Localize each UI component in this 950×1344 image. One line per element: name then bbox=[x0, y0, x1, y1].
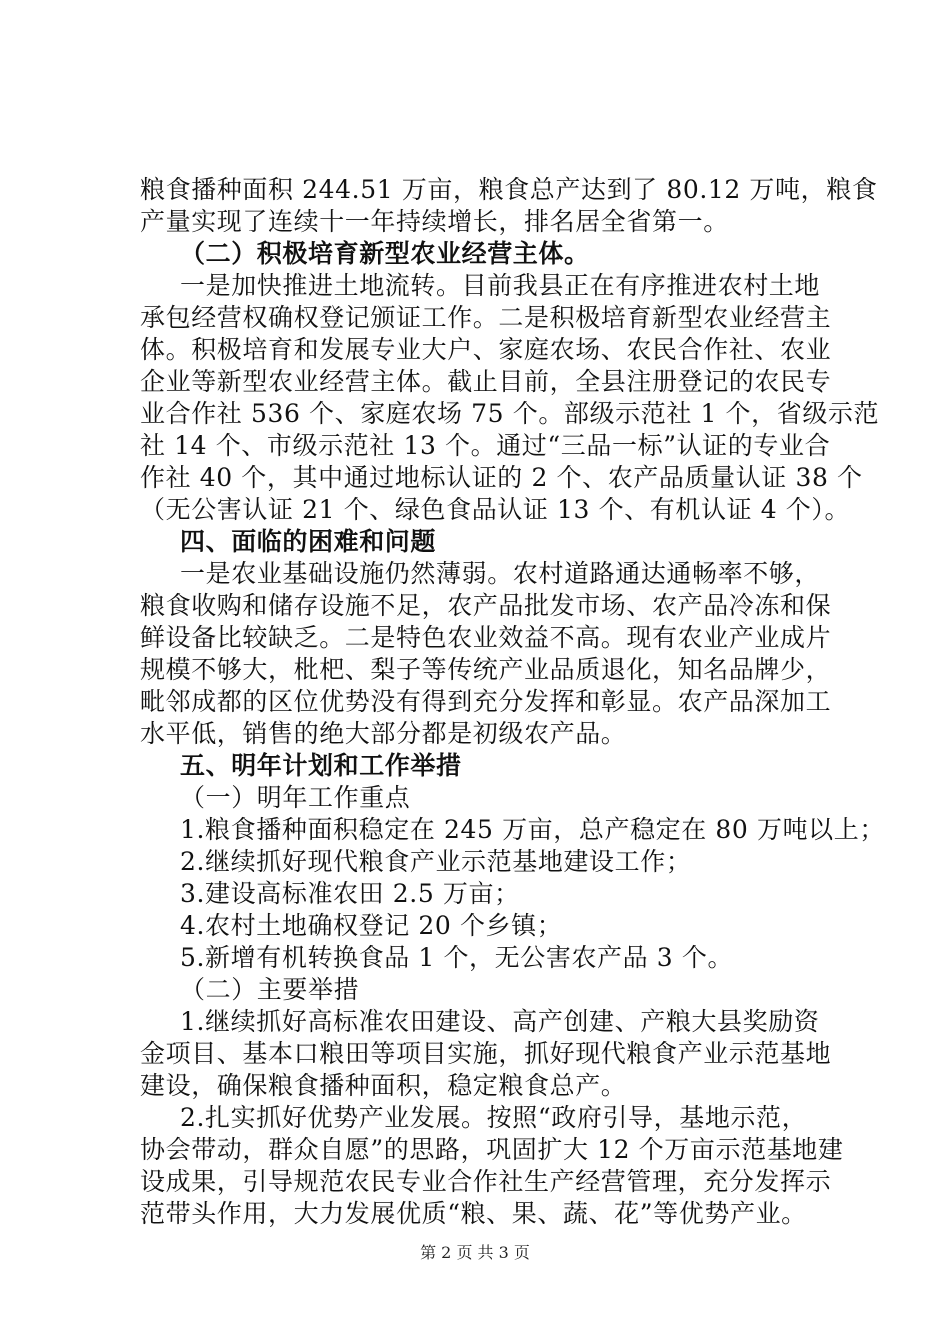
body-line: 规模不够大，枇杷、梨子等传统产业品质退化，知名品牌少， bbox=[140, 655, 832, 684]
body-line: 毗邻成都的区位优势没有得到充分发挥和彰显。农产品深加工 bbox=[140, 687, 832, 716]
document-body bbox=[140, 174, 885, 1230]
body-line: 一是农业基础设施仍然薄弱。农村道路通达通畅率不够， bbox=[180, 559, 821, 588]
body-line: 范带头作用，大力发展优质“粮、果、蔬、花”等优势产业。 bbox=[140, 1199, 807, 1228]
body-line: 1.继续抓好高标准农田建设、高产创建、产粮大县奖励资 bbox=[180, 1007, 820, 1036]
body-line: （无公害认证 21 个、绿色食品认证 13 个、有机认证 4 个）。 bbox=[140, 495, 851, 524]
body-line: 体。积极培育和发展专业大户、家庭农场、农民合作社、农业 bbox=[140, 335, 832, 364]
section-heading: （二）积极培育新型农业经营主体。 bbox=[180, 239, 590, 268]
body-line: 业合作社 536 个、家庭农场 75 个。部级示范社 1 个，省级示范 bbox=[140, 399, 880, 428]
page-number-label: 第 2 页 共 3 页 bbox=[420, 1243, 530, 1262]
body-line: 企业等新型农业经营主体。截止目前，全县注册登记的农民专 bbox=[140, 367, 832, 396]
list-item: 3.建设高标准农田 2.5 万亩； bbox=[180, 879, 520, 908]
body-line: 金项目、基本口粮田等项目实施，抓好现代粮食产业示范基地 bbox=[140, 1039, 832, 1068]
body-line: 社 14 个、市级示范社 13 个。通过“三品一标”认证的专业合 bbox=[140, 431, 831, 460]
body-line: 承包经营权确权登记颁证工作。二是积极培育新型农业经营主 bbox=[140, 303, 832, 332]
list-item: 4.农村土地确权登记 20 个乡镇； bbox=[180, 911, 563, 940]
body-line: 作社 40 个，其中通过地标认证的 2 个、农产品质量认证 38 个 bbox=[140, 463, 863, 492]
list-item: 5.新增有机转换食品 1 个，无公害农产品 3 个。 bbox=[180, 943, 734, 972]
subsection-heading: （二）主要举措 bbox=[180, 975, 360, 1004]
subsection-heading: （一）明年工作重点 bbox=[180, 783, 411, 812]
body-line: 设成果，引导规范农民专业合作社生产经营管理，充分发挥示 bbox=[140, 1167, 832, 1196]
page-footer bbox=[0, 1243, 950, 1263]
body-line: 2.扎实抓好优势产业发展。按照“政府引导，基地示范， bbox=[180, 1103, 808, 1132]
body-line: 水平低，销售的绝大部分都是初级农产品。 bbox=[140, 719, 627, 748]
section-heading: 五、明年计划和工作举措 bbox=[180, 751, 462, 780]
list-item: 2.继续抓好现代粮食产业示范基地建设工作； bbox=[180, 847, 692, 876]
body-line: 协会带动，群众自愿”的思路，巩固扩大 12 个万亩示范基地建 bbox=[140, 1135, 844, 1164]
list-item: 1.粮食播种面积稳定在 245 万亩，总产稳定在 80 万吨以上； bbox=[180, 815, 885, 844]
body-line: 粮食收购和储存设施不足，农产品批发市场、农产品冷冻和保 bbox=[140, 591, 832, 620]
body-line: 一是加快推进土地流转。目前我县正在有序推进农村土地 bbox=[180, 271, 821, 300]
body-line: 产量实现了连续十一年持续增长，排名居全省第一。 bbox=[140, 207, 729, 236]
body-line: 粮食播种面积 244.51 万亩，粮食总产达到了 80.12 万吨，粮食 bbox=[140, 175, 878, 204]
section-heading: 四、面临的困难和问题 bbox=[180, 527, 437, 556]
body-line: 鲜设备比较缺乏。二是特色农业效益不高。现有农业产业成片 bbox=[140, 623, 832, 652]
body-line: 建设，确保粮食播种面积，稳定粮食总产。 bbox=[140, 1071, 627, 1100]
